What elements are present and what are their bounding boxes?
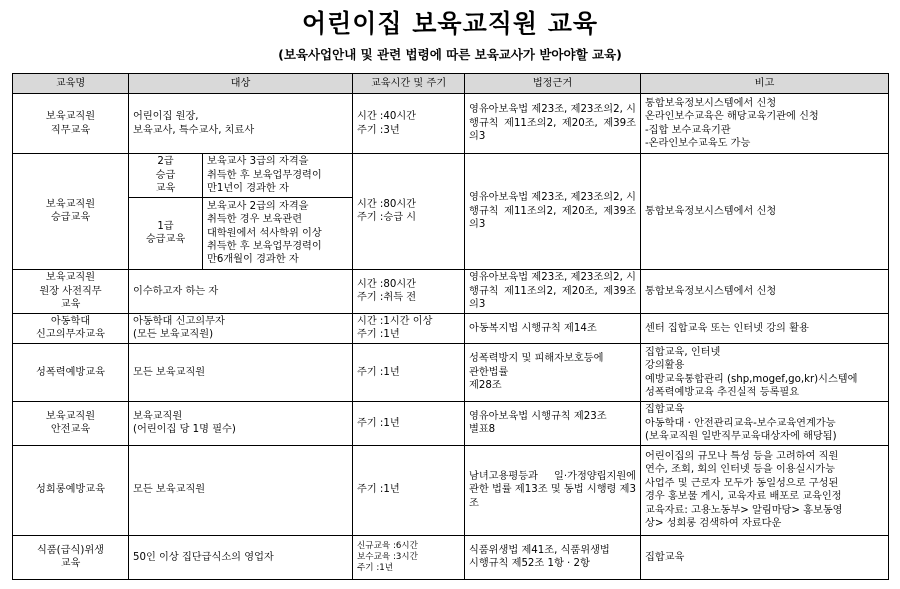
cell-time: 주기 :1년 xyxy=(353,402,465,445)
header-law: 법정근거 xyxy=(465,74,641,94)
page-title: 어린이집 보육교직원 교육 xyxy=(301,9,599,38)
cell-note: 집합교육 xyxy=(641,535,889,579)
cell-target: 어린이집 원장, 보육교사, 특수교사, 치료사 xyxy=(129,94,353,154)
cell-note: 어린이집의 규모나 특성 등을 고려하여 직원 연수, 조회, 회의 인터넷 등을 이용실시가능 사업주 및 근로자 모두가 동일성으로 구성된 경우 홍보물 게시, 교육자료 배포로 교육인정 교육자료: 고용노동부> 알림마당> 홍보동영 상> 성희롱 검색하여 자료다운 xyxy=(641,445,889,535)
cell-time: 시간 :40시간 주기 :3년 xyxy=(353,94,465,154)
header-time: 교육시간 및 주기 xyxy=(353,74,465,94)
table-row xyxy=(13,343,889,401)
cell-name: 보육교직원 원장 사전직무 교육 xyxy=(13,269,129,313)
cell-note: 통합보육정보시스템에서 신청 xyxy=(641,269,889,313)
cell-time: 시간 :80시간 주기 :승급 시 xyxy=(353,154,465,270)
table-row xyxy=(13,402,889,445)
table-row xyxy=(13,535,889,579)
cell-note: 센터 집합교육 또는 인터넷 강의 활용 xyxy=(641,313,889,343)
cell-sub-desc: 보육교사 2급의 자격을 취득한 경우 보육관련 대학원에서 석사학위 이상 취득한 후 보육업무경력이 만6개월이 경과한 자 xyxy=(203,197,353,269)
header-note: 비고 xyxy=(641,74,889,94)
cell-target: 아동학대 신고의무자 (모든 보육교직원) xyxy=(129,313,353,343)
cell-name: 보육교직원 안전교육 xyxy=(13,402,129,445)
cell-target: 50인 이상 집단급식소의 영업자 xyxy=(129,535,353,579)
table-row xyxy=(13,94,889,154)
cell-law: 영유아보육법 시행규칙 제23조 별표8 xyxy=(465,402,641,445)
header-row xyxy=(13,74,889,94)
cell-name: 보육교직원 승급교육 xyxy=(13,154,129,270)
cell-law: 영유아보육법 제23조, 제23조의2, 시행규칙 제11조의2, 제20조, 제39조의3 xyxy=(465,154,641,270)
cell-name: 성폭력예방교육 xyxy=(13,343,129,401)
page-subtitle: (보육사업안내 및 관련 법령에 따른 보육교사가 받아야할 교육) xyxy=(278,47,622,62)
cell-time: 주기 :1년 xyxy=(353,343,465,401)
cell-note: 통합보육정보시스템에서 신청 온라인보수교육은 해당교육기관에 신청 -집합 보수교육기관 -온라인보수교육도 가능 xyxy=(641,94,889,154)
cell-sub-desc: 보육교사 3급의 자격을 취득한 후 보육업무경력이 만1년이 경과한 자 xyxy=(203,154,353,197)
cell-note: 통합보육정보시스템에서 신청 xyxy=(641,154,889,270)
table-row xyxy=(13,445,889,535)
cell-target: 모든 보육교직원 xyxy=(129,343,353,401)
cell-sub-label: 1급 승급교육 xyxy=(129,197,203,269)
cell-law: 아동복지법 시행규칙 제14조 xyxy=(465,313,641,343)
cell-time: 주기 :1년 xyxy=(353,445,465,535)
cell-target: 보육교직원 (어린이집 당 1명 필수) xyxy=(129,402,353,445)
cell-target: 모든 보육교직원 xyxy=(129,445,353,535)
table-row xyxy=(13,269,889,313)
training-table xyxy=(12,73,889,580)
cell-time: 신규교육 :6시간 보수교육 :3시간 주기 :1년 xyxy=(353,535,465,579)
cell-name: 보육교직원 직무교육 xyxy=(13,94,129,154)
table-row xyxy=(13,313,889,343)
cell-law: 식품위생법 제41조, 식품위생법 시행규칙 제52조 1항 · 2항 xyxy=(465,535,641,579)
cell-name: 성희롱예방교육 xyxy=(13,445,129,535)
cell-note: 집합교육, 인터넷 강의활용 예방교육통합관리 (shp,mogef,go,kr)시스템에 성폭력예방교육 추진실적 등록필요 xyxy=(641,343,889,401)
cell-target: 이수하고자 하는 자 xyxy=(129,269,353,313)
cell-note: 집합교육 아동학대 · 안전관리교육-보수교육연계가능 (보육교직원 일반직무교육대상자에 해당됨) xyxy=(641,402,889,445)
cell-time: 시간 :1시간 이상 주기 :1년 xyxy=(353,313,465,343)
cell-law: 영유아보육법 제23조, 제23조의2, 시행규칙 제11조의2, 제20조, 제39조의3 xyxy=(465,94,641,154)
cell-law: 남녀고용평등과 일·가정양립지원에 관한 법률 제13조 및 동법 시행령 제3조 xyxy=(465,445,641,535)
cell-law: 성폭력방지 및 피해자보호등에 관한법률 제28조 xyxy=(465,343,641,401)
header-name: 교육명 xyxy=(13,74,129,94)
table-row xyxy=(13,154,889,197)
cell-sub-label: 2급 승급 교육 xyxy=(129,154,203,197)
cell-law: 영유아보육법 제23조, 제23조의2, 시행규칙 제11조의2, 제20조, 제39조의3 xyxy=(465,269,641,313)
cell-name: 식품(급식)위생 교육 xyxy=(13,535,129,579)
cell-name: 아동학대 신고의무자교육 xyxy=(13,313,129,343)
header-target: 대상 xyxy=(129,74,353,94)
cell-time: 시간 :80시간 주기 :취득 전 xyxy=(353,269,465,313)
